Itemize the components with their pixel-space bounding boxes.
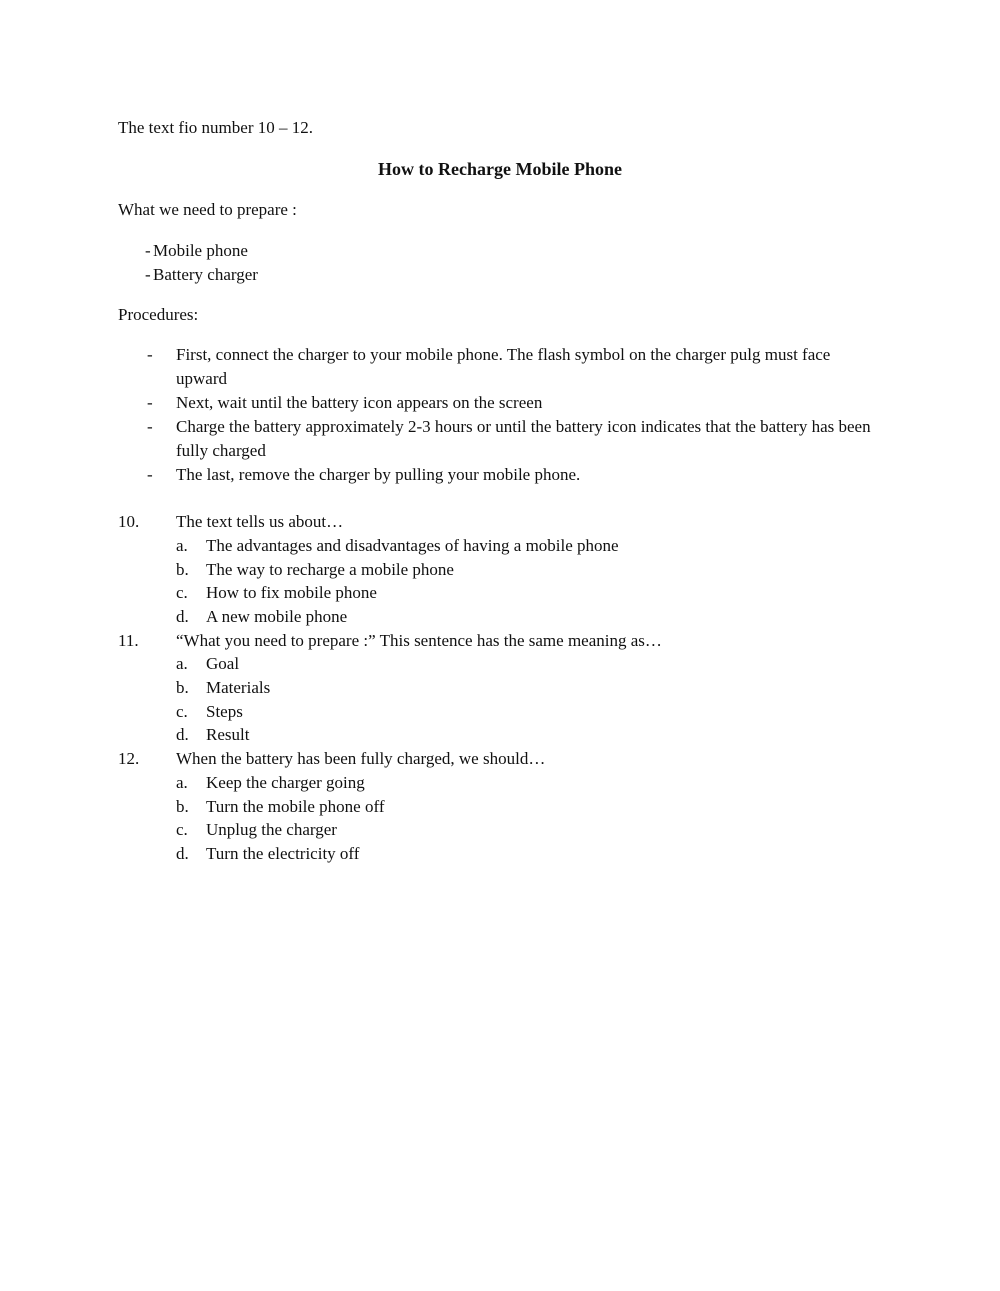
bullet-dash: - <box>145 241 151 260</box>
question-number: 11. <box>118 631 139 650</box>
option-text: Steps <box>206 702 243 721</box>
question-text: When the battery has been fully charged, we should… <box>176 749 546 768</box>
question-number: 12. <box>118 749 140 768</box>
option-text: The advantages and disadvantages of having a mobile phone <box>206 536 619 555</box>
prepare-item: Mobile phone <box>153 241 248 260</box>
option-text: Keep the charger going <box>206 773 365 792</box>
question-number: 10. <box>118 512 140 531</box>
bullet-dash: - <box>147 465 153 484</box>
option-letter: a. <box>176 654 188 673</box>
procedures-heading: Procedures: <box>118 305 199 324</box>
option-text: A new mobile phone <box>206 607 348 626</box>
option-letter: a. <box>176 773 188 792</box>
option-text: Goal <box>206 654 240 673</box>
question-text: The text tells us about… <box>176 512 344 531</box>
option-text: Result <box>206 725 250 744</box>
option-letter: c. <box>176 820 188 839</box>
option-letter: b. <box>176 678 189 697</box>
procedure-step: The last, remove the charger by pulling your mobile phone. <box>176 465 581 484</box>
option-letter: d. <box>176 725 189 744</box>
bullet-dash: - <box>147 393 153 412</box>
bullet-dash: - <box>145 265 151 284</box>
procedure-step: Charge the battery approximately 2-3 hours or until the battery icon indicates that the battery has been fully charged <box>176 417 871 460</box>
option-letter: c. <box>176 583 188 602</box>
option-letter: a. <box>176 536 188 555</box>
option-letter: b. <box>176 560 189 579</box>
option-text: Turn the electricity off <box>206 844 360 863</box>
option-letter: b. <box>176 797 189 816</box>
option-text: Unplug the charger <box>206 820 337 839</box>
option-text: How to fix mobile phone <box>206 583 377 602</box>
prepare-heading: What we need to prepare : <box>118 200 297 219</box>
option-letter: d. <box>176 607 189 626</box>
prepare-item: Battery charger <box>153 265 258 284</box>
page-title: How to Recharge Mobile Phone <box>378 159 622 179</box>
option-letter: d. <box>176 844 189 863</box>
option-text: The way to recharge a mobile phone <box>206 560 454 579</box>
procedure-step: Next, wait until the battery icon appears on the screen <box>176 393 543 412</box>
option-text: Turn the mobile phone off <box>206 797 385 816</box>
option-text: Materials <box>206 678 271 697</box>
option-letter: c. <box>176 702 188 721</box>
question-text: “What you need to prepare :” This sentence has the same meaning as… <box>176 631 662 650</box>
bullet-dash: - <box>147 417 153 436</box>
procedure-step: First, connect the charger to your mobile phone. The flash symbol on the charger pulg must face upward <box>176 345 831 388</box>
intro-text: The text fio number 10 – 12. <box>118 118 313 137</box>
bullet-dash: - <box>147 345 153 364</box>
